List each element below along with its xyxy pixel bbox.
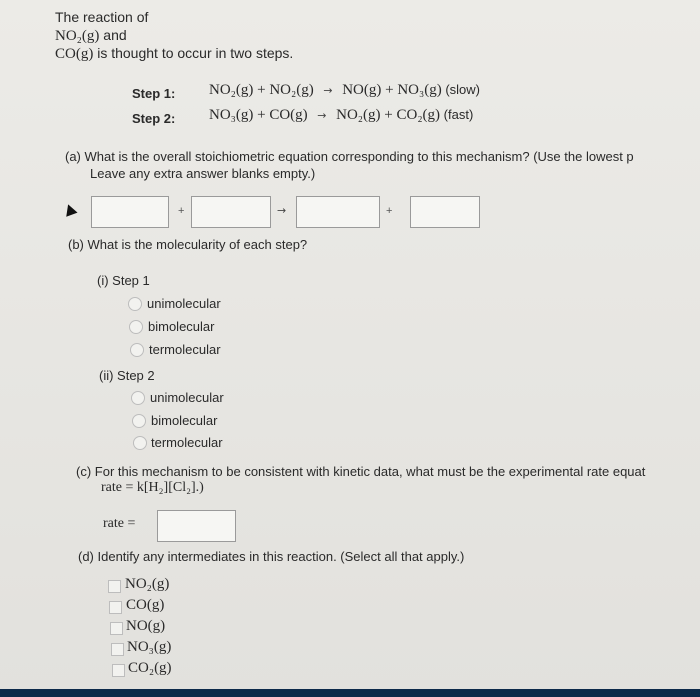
- step-1-rate: (slow): [445, 82, 480, 97]
- step-2-rate: (fast): [443, 107, 474, 122]
- part-a-question-line-1: (a) What is the overall stoichiometric equation corresponding to this mechanism? (Use the lowest p: [65, 149, 634, 164]
- part-b-question: (b) What is the molecularity of each step?: [68, 237, 308, 252]
- reactant-no2: NO₂(g): [55, 28, 100, 44]
- intro-line-1: The reaction of: [55, 9, 149, 25]
- step-1-lhs: NO₂(g) + NO₂(g): [209, 82, 314, 98]
- reactant-2-input[interactable]: [191, 196, 271, 228]
- step-2-label: Step 2:: [132, 111, 176, 126]
- step-2-equation: [209, 107, 473, 124]
- rate-equation-input[interactable]: [157, 510, 236, 542]
- part-a-question-line-2: Leave any extra answer blanks empty.): [90, 166, 316, 181]
- intermediate-co-label: CO(g): [126, 597, 165, 613]
- bottom-bar: [0, 689, 700, 697]
- intermediate-co2-checkbox[interactable]: [112, 664, 125, 677]
- part-c-question-line-2: rate = k[H₂][Cl₂].): [101, 480, 204, 495]
- step-1-rhs: NO(g) + NO₃(g): [342, 82, 442, 98]
- yield-arrow: →: [277, 204, 287, 217]
- step-2-group-label: (ii) Step 2: [99, 368, 155, 383]
- part-d-question: (d) Identify any intermediates in this reaction. (Select all that apply.): [78, 549, 465, 564]
- step-2-bimolecular-label: bimolecular: [151, 413, 218, 428]
- step-1-equation: [209, 82, 480, 99]
- step-1-bimolecular-radio[interactable]: [129, 320, 143, 334]
- step-1-termolecular-label: termolecular: [149, 342, 221, 357]
- plus-sign-1: +: [178, 205, 185, 217]
- cursor-arrow-icon: [62, 202, 77, 216]
- step-1-unimolecular-radio[interactable]: [128, 297, 142, 311]
- intermediate-co-checkbox[interactable]: [109, 601, 122, 614]
- step-2-arrow: →: [317, 109, 327, 122]
- step-2-unimolecular-radio[interactable]: [131, 391, 145, 405]
- intermediate-no3-label: NO₃(g): [127, 639, 172, 655]
- intermediate-no-checkbox[interactable]: [110, 622, 123, 635]
- step-1-termolecular-radio[interactable]: [130, 343, 144, 357]
- reactant-1-input[interactable]: [91, 196, 169, 228]
- intermediate-no2-checkbox[interactable]: [108, 580, 121, 593]
- intro-tail: is thought to occur in two steps.: [93, 45, 294, 61]
- reactant-co: CO(g): [55, 46, 94, 62]
- intro-line-3: [55, 45, 293, 63]
- product-1-input[interactable]: [296, 196, 380, 228]
- intro-and: and: [99, 27, 127, 43]
- intermediate-co2-label: CO₂(g): [128, 660, 172, 676]
- step-2-termolecular-radio[interactable]: [133, 436, 147, 450]
- step-1-group-label: (i) Step 1: [97, 273, 150, 288]
- step-2-rhs: NO₂(g) + CO₂(g): [336, 107, 441, 123]
- rate-label: rate =: [103, 516, 136, 531]
- step-1-unimolecular-label: unimolecular: [147, 296, 221, 311]
- step-2-lhs: NO₃(g) + CO(g): [209, 107, 308, 123]
- intro-line-2: [55, 27, 127, 45]
- product-2-input[interactable]: [410, 196, 480, 228]
- part-c-question-line-1: (c) For this mechanism to be consistent with kinetic data, what must be the experimental rate equat: [76, 464, 646, 479]
- step-1-arrow: →: [323, 84, 333, 97]
- intermediate-no3-checkbox[interactable]: [111, 643, 124, 656]
- plus-sign-2: +: [386, 205, 393, 217]
- step-1-label: Step 1:: [132, 86, 176, 101]
- intermediate-no2-label: NO₂(g): [125, 576, 170, 592]
- step-2-termolecular-label: termolecular: [151, 435, 223, 450]
- step-1-bimolecular-label: bimolecular: [148, 319, 215, 334]
- step-2-bimolecular-radio[interactable]: [132, 414, 146, 428]
- step-2-unimolecular-label: unimolecular: [150, 390, 224, 405]
- intermediate-no-label: NO(g): [126, 618, 166, 634]
